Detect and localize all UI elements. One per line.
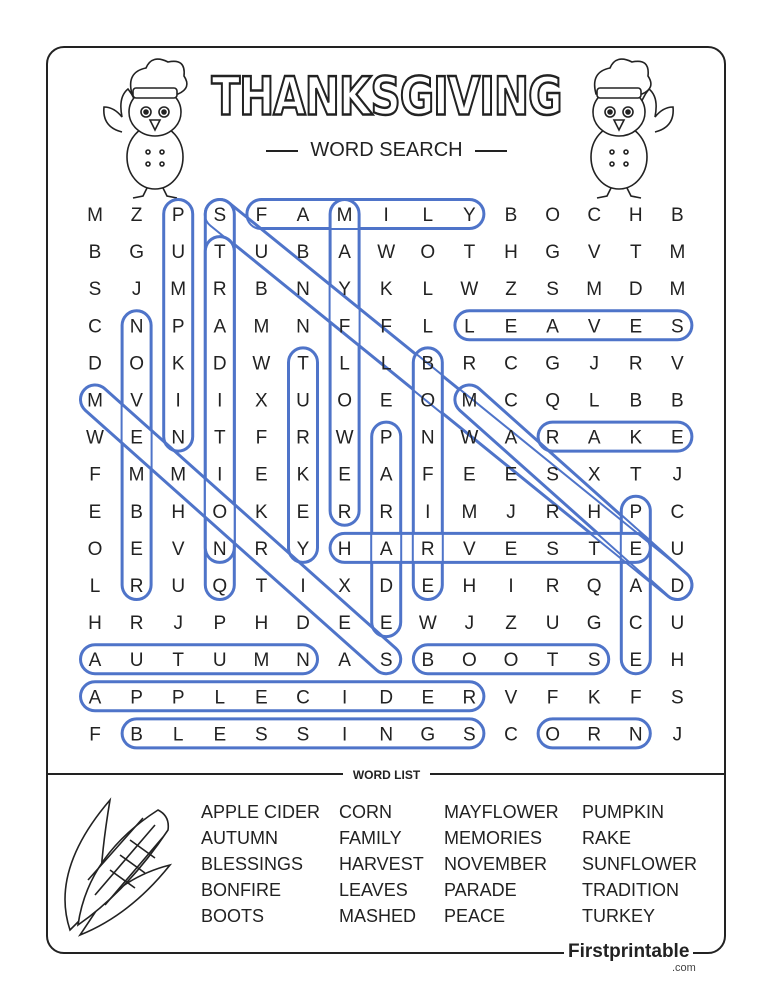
grid-letter: E <box>255 464 268 486</box>
grid-letter: E <box>213 724 227 746</box>
grid-letter: A <box>504 427 518 449</box>
grid-letter: R <box>628 353 643 375</box>
grid-letter: F <box>338 316 351 338</box>
grid-letter: E <box>338 464 351 486</box>
grid-letter: E <box>671 427 684 449</box>
grid-letter: H <box>504 242 518 264</box>
grid-letter: I <box>341 724 348 746</box>
grid-letter: P <box>213 613 227 635</box>
word-column-2 <box>339 799 424 929</box>
grid-letter: N <box>296 650 310 672</box>
grid-letter: K <box>379 279 393 301</box>
word-item: LEAVES <box>339 880 408 900</box>
grid-letter: R <box>462 687 477 709</box>
grid-letter: F <box>629 687 642 709</box>
grid-letter: C <box>587 205 602 226</box>
grid-letter: E <box>379 390 393 412</box>
grid-letter: X <box>587 464 601 486</box>
grid-letter: X <box>338 576 351 597</box>
grid-letter: T <box>213 242 226 264</box>
grid-letter: I <box>425 501 431 523</box>
grid-letter: D <box>628 279 643 301</box>
grid-letter: E <box>421 576 435 597</box>
grid-letter: H <box>670 650 685 672</box>
grid-letter: V <box>130 390 143 412</box>
grid-letter: T <box>629 464 642 486</box>
grid-letter: I <box>508 576 514 597</box>
grid-letter: J <box>173 613 183 635</box>
grid-letter: K <box>171 353 185 375</box>
grid-letter: B <box>88 242 102 264</box>
grid-letter: D <box>379 687 394 709</box>
word-item: CORN <box>339 802 392 822</box>
grid-letter: T <box>629 242 642 264</box>
grid-letter: E <box>629 650 643 672</box>
word-item: HARVEST <box>339 854 424 874</box>
grid-letter: F <box>421 464 434 486</box>
grid-letter: L <box>214 687 226 709</box>
grid-letter: R <box>212 279 227 301</box>
grid-letter: P <box>379 427 393 449</box>
grid-letter: U <box>254 242 269 264</box>
grid-letter: T <box>463 242 476 264</box>
grid-letter: P <box>171 205 185 226</box>
word-column-3 <box>444 799 559 929</box>
grid-letter: T <box>172 650 185 672</box>
grid-letter: F <box>380 316 393 338</box>
grid-letter: O <box>129 353 144 375</box>
grid-letter: S <box>463 724 476 746</box>
grid-letter: S <box>379 650 393 672</box>
grid-letter: E <box>421 687 435 709</box>
grid-letter: O <box>503 650 519 672</box>
grid-letter: L <box>89 576 101 597</box>
grid-letter: M <box>669 242 686 264</box>
word-column-1 <box>201 799 320 929</box>
grid-letter: E <box>296 501 310 523</box>
grid-letter: M <box>461 501 478 523</box>
word-item: FAMILY <box>339 828 402 848</box>
grid-letter: C <box>670 501 685 523</box>
grid-letter: Z <box>505 613 517 635</box>
grid-letter: U <box>296 390 310 412</box>
grid-letter: T <box>546 650 559 672</box>
grid-letter: R <box>545 576 560 597</box>
word-item: BOOTS <box>201 906 265 926</box>
grid-letter: Q <box>212 576 228 597</box>
word-item: AUTUMN <box>201 828 278 848</box>
letter-grid <box>86 205 685 745</box>
grid-letter: E <box>88 501 102 523</box>
grid-letter: J <box>506 501 516 523</box>
grid-letter: T <box>213 427 226 449</box>
grid-letter: S <box>546 464 559 486</box>
grid-letter: R <box>462 353 477 375</box>
grid-letter: M <box>253 650 270 672</box>
grid-letter: J <box>672 724 683 746</box>
grid-letter: T <box>588 538 601 560</box>
grid-letter: R <box>129 613 144 635</box>
grid-letter: I <box>175 390 181 412</box>
grid-letter: L <box>422 316 434 338</box>
grid-letter: R <box>337 501 352 523</box>
grid-letter: Q <box>586 576 602 597</box>
grid-letter: F <box>255 205 268 226</box>
grid-letter: E <box>338 613 351 635</box>
grid-letter: Q <box>545 390 560 412</box>
grid-letter: J <box>589 353 599 375</box>
grid-letter: O <box>545 205 560 226</box>
grid-letter: S <box>255 724 268 746</box>
grid-letter: M <box>253 316 270 338</box>
grid-letter: O <box>420 242 436 264</box>
grid-letter: A <box>338 650 351 672</box>
grid-letter: N <box>171 427 186 449</box>
grid-letter: R <box>129 576 144 597</box>
grid-letter: W <box>460 279 479 301</box>
grid-letter: O <box>462 650 477 672</box>
word-item: MAYFLOWER <box>444 802 559 822</box>
grid-letter: L <box>172 724 184 746</box>
grid-letter: E <box>629 316 643 338</box>
grid-letter: C <box>504 724 518 746</box>
word-item: APPLE CIDER <box>201 802 321 822</box>
grid-letter: M <box>336 205 353 226</box>
grid-letter: B <box>629 390 643 412</box>
grid-letter: N <box>296 279 310 301</box>
word-list-heading <box>0 764 773 783</box>
grid-letter: S <box>587 650 601 672</box>
grid-letter: H <box>628 205 643 226</box>
grid-letter: E <box>255 687 268 709</box>
grid-letter: N <box>212 538 227 560</box>
grid-letter: B <box>504 205 518 226</box>
grid-letter: I <box>300 576 306 597</box>
grid-letter: A <box>379 538 393 560</box>
grid-letter: W <box>377 242 396 264</box>
grid-letter: O <box>545 724 560 746</box>
grid-letter: G <box>545 353 560 375</box>
grid-letter: E <box>463 464 476 486</box>
grid-letter: J <box>131 279 142 301</box>
grid-letter: V <box>504 687 518 709</box>
grid-letter: K <box>296 464 310 486</box>
grid-letter: G <box>420 724 436 746</box>
grid-letter: K <box>629 427 643 449</box>
grid-letter: M <box>669 279 686 301</box>
grid-letter: B <box>671 205 684 226</box>
grid-letter: S <box>546 538 559 560</box>
corn-illustration <box>65 800 170 935</box>
word-item: MASHED <box>339 906 417 926</box>
grid-letter: I <box>217 390 223 412</box>
grid-letter: O <box>212 501 228 523</box>
grid-letter: F <box>89 464 101 486</box>
grid-letter: B <box>130 724 143 746</box>
grid-letter: R <box>254 538 269 560</box>
grid-letter: Y <box>463 205 476 226</box>
grid-letter: B <box>421 353 435 375</box>
grid-letter: A <box>213 316 227 338</box>
grid-letter: M <box>170 279 187 301</box>
grid-letter: A <box>587 427 601 449</box>
grid-letter: C <box>504 390 518 412</box>
grid-letter: C <box>628 613 643 635</box>
grid-letter: W <box>460 427 479 449</box>
grid-letter: W <box>86 427 104 449</box>
grid-letter: R <box>545 501 560 523</box>
grid-letter: G <box>129 242 144 264</box>
grid-letter: M <box>87 390 103 412</box>
grid-letter: B <box>255 279 268 301</box>
word-item: PUMPKIN <box>582 802 665 822</box>
grid-letter: P <box>130 687 143 709</box>
grid-letter: T <box>297 353 309 375</box>
grid-letter: E <box>504 316 518 338</box>
word-item: TURKEY <box>582 906 656 926</box>
grid-letter: Z <box>130 205 143 226</box>
grid-letter: U <box>212 650 227 672</box>
grid-letter: U <box>171 576 186 597</box>
grid-letter: X <box>255 390 268 412</box>
grid-letter: L <box>588 390 600 412</box>
grid-letter: A <box>296 205 310 226</box>
grid-letter: C <box>88 316 102 338</box>
grid-letter: T <box>255 576 268 597</box>
grid-letter: S <box>296 724 310 746</box>
grid-letter: Z <box>505 279 517 301</box>
grid-letter: I <box>217 464 223 486</box>
grid-letter: S <box>671 687 684 709</box>
grid-letter: K <box>255 501 268 523</box>
grid-letter: A <box>379 464 393 486</box>
word-item: RAKE <box>582 828 632 848</box>
grid-letter: V <box>587 242 601 264</box>
grid-letter: R <box>379 501 394 523</box>
grid-letter: M <box>87 205 103 226</box>
grid-letter: E <box>130 427 143 449</box>
grid-letter: H <box>171 501 186 523</box>
grid-letter: N <box>296 316 310 338</box>
grid-letter: G <box>545 242 560 264</box>
grid-letter: R <box>587 724 602 746</box>
grid-letter: H <box>587 501 602 523</box>
grid-letter: U <box>129 650 144 672</box>
grid-letter: L <box>422 279 434 301</box>
grid-letter: F <box>546 687 559 709</box>
grid-letter: M <box>586 279 603 301</box>
grid-letter: D <box>212 353 227 375</box>
grid-letter: I <box>383 205 389 226</box>
brand-suffix: .com <box>672 962 696 974</box>
grid-letter: A <box>629 576 643 597</box>
grid-letter: W <box>252 353 271 375</box>
grid-letter: I <box>341 687 348 709</box>
grid-letter: L <box>464 316 475 338</box>
grid-letter: O <box>420 390 436 412</box>
grid-letter: Y <box>338 279 351 301</box>
grid-letter: P <box>629 501 643 523</box>
grid-letter: E <box>504 464 518 486</box>
grid-letter: D <box>670 576 685 597</box>
grid-letter: G <box>586 613 602 635</box>
grid-letter: Y <box>296 538 310 560</box>
grid-letter: V <box>171 538 185 560</box>
word-item: PARADE <box>444 880 517 900</box>
grid-letter: N <box>628 724 643 746</box>
grid-letter: D <box>379 576 394 597</box>
grid-letter: A <box>88 650 102 672</box>
grid-letter: L <box>380 353 392 375</box>
grid-letter: J <box>672 464 683 486</box>
grid-letter: U <box>545 613 560 635</box>
grid-letter: N <box>420 427 435 449</box>
grid-letter: K <box>587 687 601 709</box>
grid-letter: N <box>379 724 394 746</box>
grid-letter: V <box>671 353 684 375</box>
grid-letter: B <box>671 390 684 412</box>
grid-letter: S <box>213 205 227 226</box>
grid-letter: M <box>128 464 145 486</box>
word-item: BONFIRE <box>201 880 282 900</box>
grid-letter: C <box>504 353 518 375</box>
grid-letter: A <box>88 687 102 709</box>
turkey-chef-left-illustration <box>104 59 187 198</box>
word-item: TRADITION <box>582 880 679 900</box>
grid-letter: H <box>254 613 269 635</box>
grid-letter: J <box>464 613 475 635</box>
grid-letter: R <box>420 538 435 560</box>
grid-letter: B <box>421 650 435 672</box>
grid-letter: E <box>130 538 143 560</box>
grid-letter: H <box>337 538 352 560</box>
grid-letter: D <box>88 353 102 375</box>
grid-letter: S <box>88 279 102 301</box>
grid-letter: B <box>130 501 143 523</box>
grid-letter: N <box>129 316 144 338</box>
grid-letter: S <box>671 316 684 338</box>
grid-letter: W <box>418 613 437 635</box>
grid-letter: F <box>255 427 268 449</box>
word-list-heading-text: WORD LIST <box>343 768 430 782</box>
grid-letter: E <box>504 538 518 560</box>
grid-letter: A <box>546 316 559 338</box>
grid-letter: E <box>379 613 393 635</box>
brand-logo: Firstprintable <box>564 941 693 963</box>
grid-letter: E <box>629 538 643 560</box>
grid-letter: U <box>171 242 186 264</box>
grid-letter: P <box>171 316 185 338</box>
grid-letter: A <box>338 242 351 264</box>
grid-letter: P <box>171 687 185 709</box>
grid-letter: L <box>339 353 350 375</box>
grid-letter: H <box>462 576 477 597</box>
page-title: THANKSGIVING <box>211 65 562 128</box>
grid-letter: B <box>296 242 310 264</box>
grid-letter: U <box>670 613 685 635</box>
word-item: BLESSINGS <box>201 854 304 874</box>
subtitle-text: WORD SEARCH <box>310 139 463 161</box>
grid-letter: R <box>296 427 310 449</box>
grid-letter: M <box>461 390 478 412</box>
word-column-4 <box>582 799 697 929</box>
grid-letter: R <box>545 427 560 449</box>
grid-letter: U <box>670 538 685 560</box>
grid-letter: F <box>89 724 101 746</box>
grid-letter: H <box>88 613 102 635</box>
grid-letter: D <box>296 613 310 635</box>
grid-letter: C <box>296 687 310 709</box>
word-item: PEACE <box>444 906 506 926</box>
grid-letter: W <box>335 427 354 449</box>
grid-letter: V <box>587 316 601 338</box>
grid-letter: L <box>422 205 434 226</box>
grid-letter: S <box>546 279 559 301</box>
word-item: MEMORIES <box>444 828 543 848</box>
word-item: NOVEMBER <box>444 854 548 874</box>
word-item: SUNFLOWER <box>582 854 698 874</box>
turkey-chef-right-illustration <box>591 59 673 198</box>
grid-letter: O <box>337 390 352 412</box>
grid-letter: V <box>463 538 476 560</box>
grid-letter: O <box>87 538 103 560</box>
grid-letter: M <box>170 464 187 486</box>
